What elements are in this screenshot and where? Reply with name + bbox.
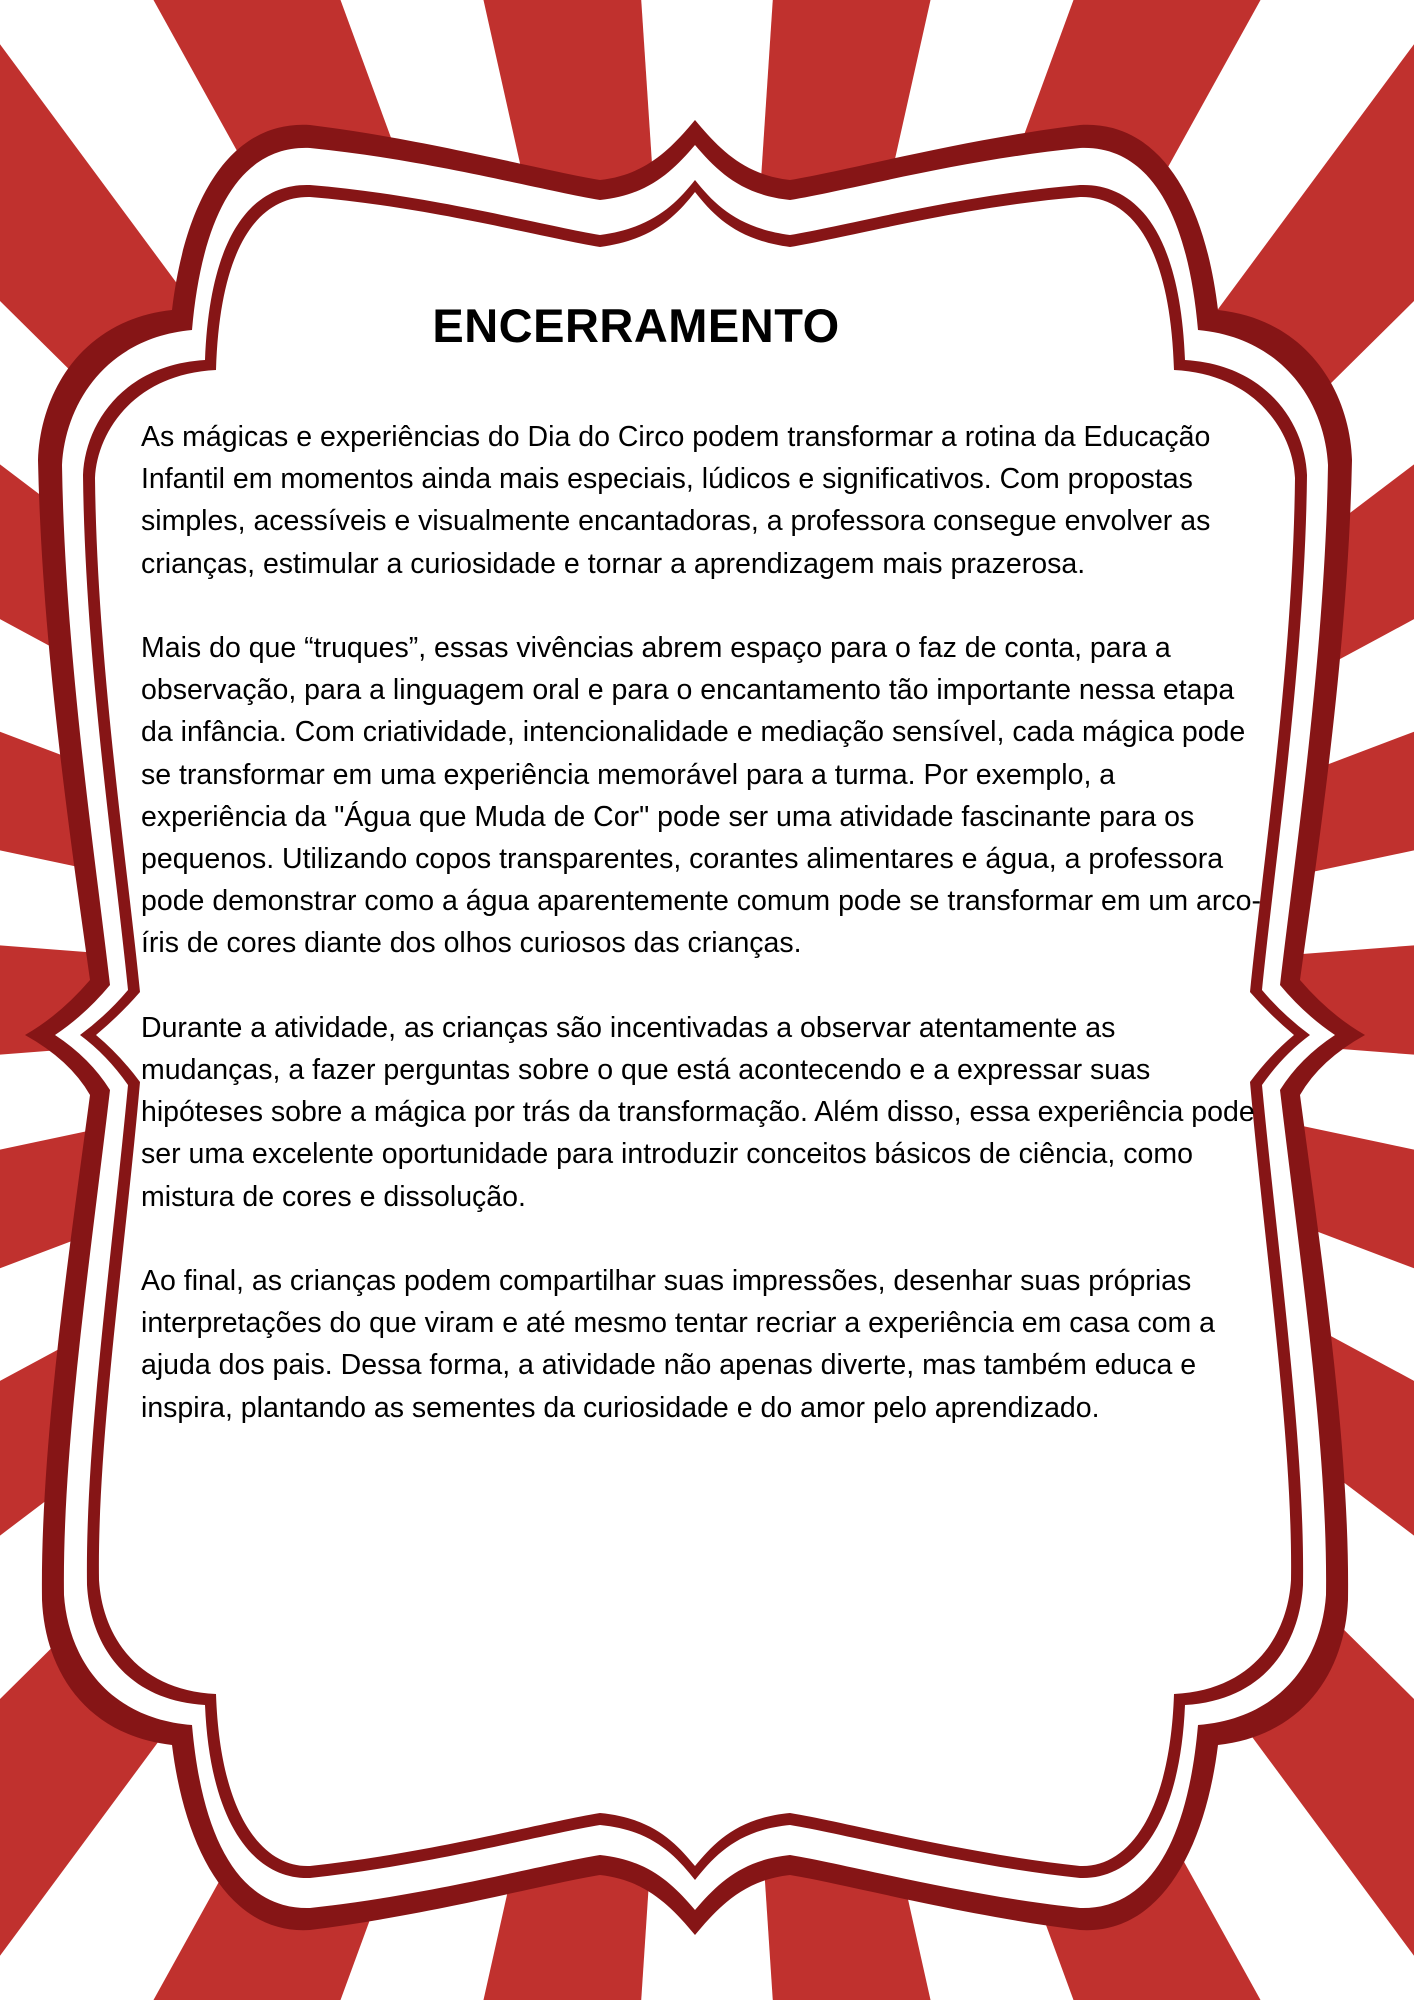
paragraph-magic-experience: Mais do que “truques”, essas vivências abrem espaço para o faz de conta, para a observação, para a linguagem oral e para o encantamento tão importante nessa etapa da infância. Com criatividade, intencionalidade e mediação sensível, cada mágica pode se transformar em uma experiência memorável para a turma. Por exemplo, a experiência da "Água que Muda de Cor" pode ser uma atividade fascinante para os pequenos. Utilizando copos transparentes, corantes alimentares e água, a professora pode demonstrar como a água aparentemente comum pode se transformar em um arco-íris de cores diante dos olhos curiosos das crianças. — [141, 632, 1261, 960]
content-area — [141, 290, 1261, 1429]
paragraph-conclusion: Ao final, as crianças podem compartilhar suas impressões, desenhar suas próprias interpretações do que viram e até mesmo tentar recriar a experiência em casa com a ajuda dos pais. Dessa forma, a atividade não apenas diverte, mas também educa e inspira, plantando as sementes da curiosidade e do amor pelo aprendizado. — [141, 1265, 1215, 1424]
page-title: ENCERRAMENTO — [432, 299, 840, 352]
paragraph-intro: As mágicas e experiências do Dia do Circo podem transformar a rotina da Educação Infantil em momentos ainda mais especiais, lúdicos e significativos. Com propostas simples, acessíveis e visualmente encantadoras, a professora consegue envolver as crianças, estimular a curiosidade e tornar a aprendizagem mais prazerosa. — [141, 421, 1211, 580]
paragraph-activity: Durante a atividade, as crianças são incentivadas a observar atentamente as mudanças, a fazer perguntas sobre o que está acontecendo e a expressar suas hipóteses sobre a mágica por trás da transformação. Além disso, essa experiência pode ser uma excelente oportunidade para introduzir conceitos básicos de ciência, como mistura de cores e dissolução. — [141, 1011, 1255, 1213]
